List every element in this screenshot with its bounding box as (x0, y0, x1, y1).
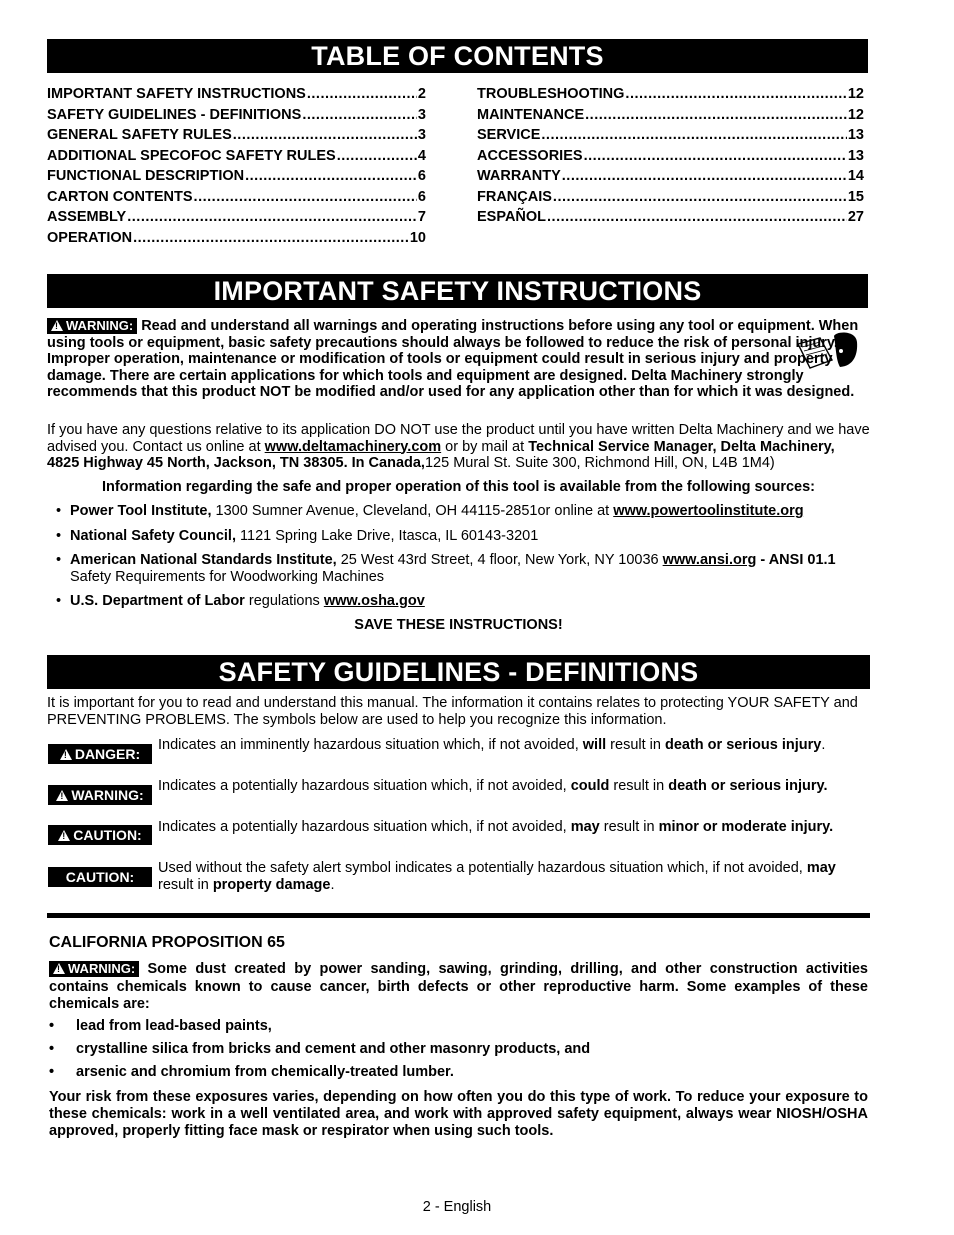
toc-item[interactable]: ESPAÑOL ..... 27 (477, 209, 864, 230)
list-item: • crystalline silica from bricks and cement and other masonry products, and (49, 1041, 591, 1057)
toc-left-column (47, 86, 426, 250)
list-item: • American National Standards Institute, 25 West 43rd Street, 4 floor, New York, NY 10036 www.ansi.org - ANSI 01.1 Safety Requirements for Woodworking Machines (56, 552, 836, 585)
toc-item[interactable]: TROUBLESHOOTING ..... 12 (477, 86, 864, 107)
list-item: • lead from lead-based paints, (49, 1018, 272, 1034)
alert-triangle-icon (51, 320, 63, 331)
caution-alert-tag: !CAUTION: (48, 825, 152, 845)
powertoolinstitute-link[interactable]: www.powertoolinstitute.org (613, 503, 804, 519)
deltamachinery-link[interactable]: www.deltamachinery.com (264, 438, 442, 455)
alert-triangle-icon (53, 963, 65, 974)
toc-item[interactable]: SAFETY GUIDELINES - DEFINITIONS ..... 3 (47, 107, 426, 128)
list-item: • arsenic and chromium from chemically-treated lumber. (49, 1064, 454, 1080)
sources-intro: Information regarding the safe and proper operation of this tool is available from the following sources: (102, 479, 815, 495)
sources-list (56, 503, 868, 618)
warning-tag: !WARNING: (49, 961, 139, 977)
prop65-list (49, 1018, 861, 1087)
toc-item[interactable]: MAINTENANCE ..... 12 (477, 107, 864, 128)
toc-item[interactable]: ASSEMBLY ..... 7 (47, 209, 426, 230)
list-item: • National Safety Council, 1121 Spring Lake Drive, Itasca, IL 60143-3201 (56, 527, 539, 544)
guidelines-intro: It is important for you to read and understand this manual. The information it contains relates to protecting YOUR SAFETY and PREVENTING PROBLEMS. The symbols below are used to help you recognize this information. (47, 695, 858, 728)
toc-right-column (477, 86, 864, 230)
toc-item[interactable]: GENERAL SAFETY RULES ..... 3 (47, 127, 426, 148)
guidelines-title: SAFETY GUIDELINES - DEFINITIONS (47, 655, 870, 689)
prop65-title: CALIFORNIA PROPOSITION 65 (49, 934, 285, 951)
list-item: • U.S. Department of Labor regulations www.osha.gov (56, 593, 425, 609)
toc-item[interactable]: ADDITIONAL SPECOFOC SAFETY RULES ..... 4 (47, 148, 426, 169)
toc-item[interactable]: WARRANTY ..... 14 (477, 168, 864, 189)
danger-tag: !DANGER: (48, 744, 152, 764)
caution-tag: CAUTION: (48, 867, 152, 887)
osha-link[interactable]: www.osha.gov (323, 593, 425, 609)
prop65-warning: !WARNING: Some dust created by power sanding, sawing, grinding, drilling, and other construction activities contains chemicals known to cause cancer, birth defects or other reproductive harm. Some examples of these chemicals are: (49, 961, 868, 1014)
prop65-closing: Your risk from these exposures varies, depending on how often you do this type of work. To reduce your exposure to these chemicals: work in a well ventilated area, and work with approved safety equipment, always wear NIOSH/OSHA approved, properly fitting face mask or respirator when using such tools. (49, 1089, 868, 1139)
alert-triangle-icon (56, 790, 68, 801)
warning-tag: !WARNING: (47, 318, 137, 334)
warning-definition: Indicates a potentially hazardous situation which, if not avoided, could result in death or serious injury. (158, 778, 828, 794)
save-instructions: SAVE THESE INSTRUCTIONS! (354, 617, 563, 633)
caution-definition: Indicates a potentially hazardous situation which, if not avoided, may result in minor or moderate injury. (158, 819, 834, 835)
ansi-link[interactable]: www.ansi.org (662, 552, 757, 568)
toc-item[interactable]: SERVICE ..... 13 (477, 127, 864, 148)
danger-definition: Indicates an imminently hazardous situation which, if not avoided, will result in death or serious injury. (158, 737, 826, 753)
warning-tag: !WARNING: (48, 785, 152, 805)
contact-paragraph: If you have any questions relative to its application DO NOT use the product until you have written Delta Machinery and we have advised you. Contact us online at www.deltamachinery.com or by mail at Technical Service Manager, Delta Machinery, 4825 Highway 45 North, Jackson, TN 38305. In Canada,125 Mural St. Suite 300, Richmond Hill, ON, L4B 1M4) (47, 422, 870, 471)
safety-warning-paragraph: !WARNING: Read and understand all warnings and operating instructions before using any tool or equipment. When using tools or equipment, basic safety precautions should always be followed to reduce the risk of personal injury. Improper operation, maintenance or modification of tools or equipment could result in serious injury and property damage. There are certain applications for which tools and equipment are designed. Delta Machinery strongly recommends that this product NOT be modified and/or used for any application other than for which it was designed. (47, 318, 870, 401)
toc-item[interactable]: FUNCTIONAL DESCRIPTION ..... 6 (47, 168, 426, 189)
alert-triangle-icon (60, 749, 72, 760)
alert-triangle-icon (58, 830, 70, 841)
section-divider (47, 913, 870, 918)
list-item: • Power Tool Institute, 1300 Sumner Avenue, Cleveland, OH 44115-2851or online at www.powertoolinstitute.org (56, 503, 804, 519)
page-footer: 2 - English (422, 1199, 492, 1215)
safety-title: IMPORTANT SAFETY INSTRUCTIONS (47, 274, 868, 308)
toc-item[interactable]: OPERATION ..... 10 (47, 230, 426, 251)
caution-property-definition: Used without the safety alert symbol indicates a potentially hazardous situation which, if not avoided, may result in property damage. (158, 860, 836, 893)
toc-item[interactable]: ACCESSORIES ..... 13 (477, 148, 864, 169)
toc-item[interactable]: FRANÇAIS ..... 15 (477, 189, 864, 210)
toc-item[interactable]: IMPORTANT SAFETY INSTRUCTIONS ..... 2 (47, 86, 426, 107)
toc-title: TABLE OF CONTENTS (47, 39, 868, 73)
toc-item[interactable]: CARTON CONTENTS ..... 6 (47, 189, 426, 210)
